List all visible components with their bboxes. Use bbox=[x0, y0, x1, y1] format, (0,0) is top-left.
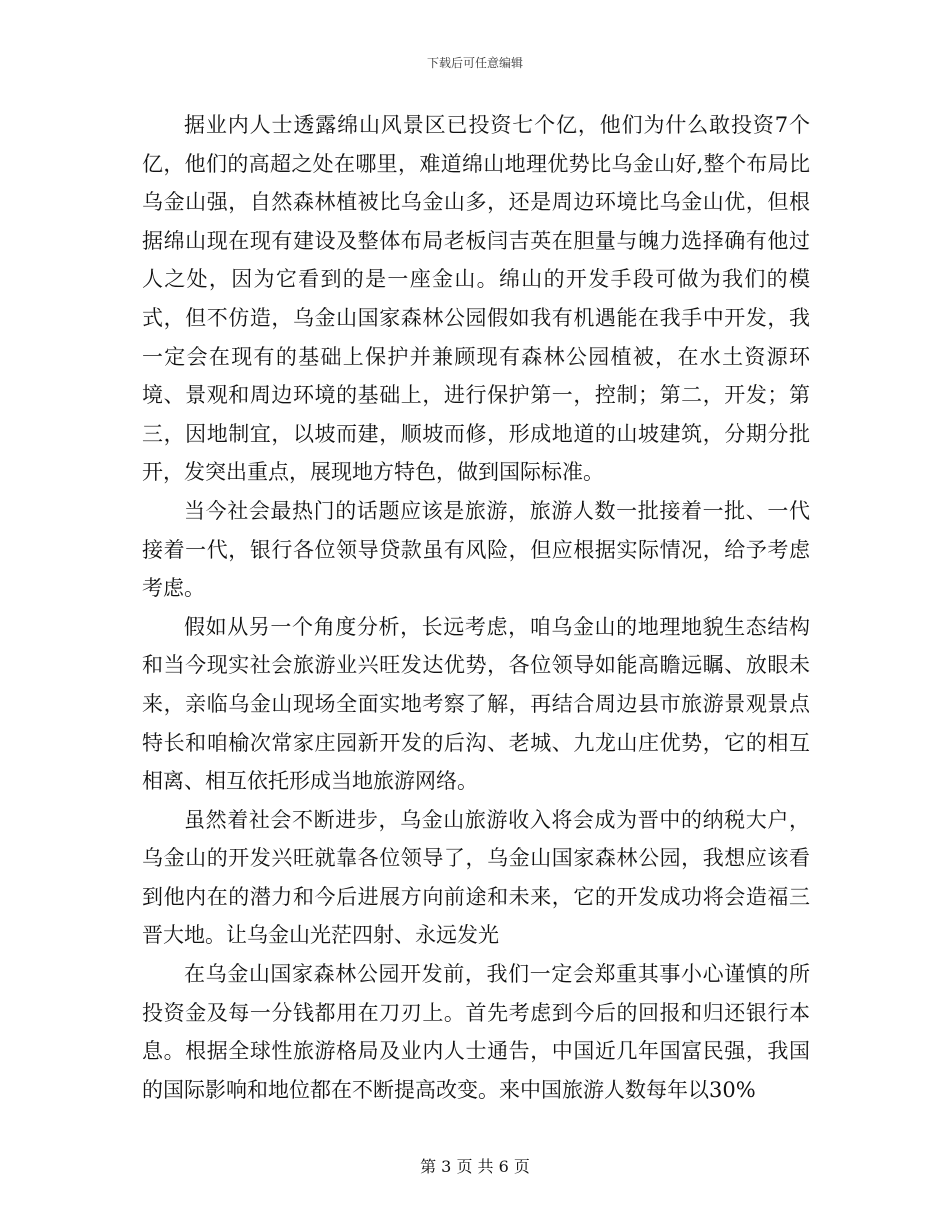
paragraph-5: 在乌金山国家森林公园开发前，我们一定会郑重其事小心谨慎的所投资金及每一分钱都用在刀刃上。首先考虑到今后的回报和归还银行本息。根据全球性旅游格局及业内人士通告，中国近几年国富民强，我国的国际影响和地位都在不断提高改变。来中国旅游人数每年以30% bbox=[142, 962, 810, 1102]
paragraph-3: 假如从另一个角度分析，长远考虑，咱乌金山的地理地貌生态结构和当今现实社会旅游业兴旺发达优势，各位领导如能高瞻远瞩、放眼未来，亲临乌金山现场全面实地考察了解，再结合周边县市旅游景观景点特长和咱榆次常家庄园新开发的后沟、老城、九龙山庄优势，它的相互相离、相互依托形成当地旅游网络。 bbox=[142, 614, 810, 794]
page-number-footer: 第 3 页 共 6 页 bbox=[420, 1157, 530, 1176]
document-body bbox=[142, 106, 810, 1109]
paragraph-2: 当今社会最热门的话题应该是旅游，旅游人数一批接着一批、一代接着一代，银行各位领导贷款虽有风险，但应根据实际情况，给予考虑考虑。 bbox=[142, 498, 810, 601]
page-header: 下载后可任意编辑 bbox=[426, 56, 523, 70]
paragraph-1: 据业内人士透露绵山风景区已投资七个亿，他们为什么敢投资7个亿，他们的高超之处在哪里，难道绵山地理优势比乌金山好,整个布局比乌金山强，自然森林植被比乌金山多，还是周边环境比乌金山优，但根据绵山现在现有建设及整体布局老板闫吉英在胆量与魄力选择确有他过人之处，因为它看到的是一座金山。绵山的开发手段可做为我们的模式，但不仿造，乌金山国家森林公园假如我有机遇能在我手中开发，我一定会在现有的基础上保护并兼顾现有森林公园植被，在水土资源环境、景观和周边环境的基础上，进行保护第一，控制；第二，开发；第三，因地制宜，以坡而建，顺坡而修，形成地道的山坡建筑，分期分批开，发突出重点，展现地方特色，做到国际标准。 bbox=[142, 113, 810, 485]
paragraph-4: 虽然着社会不断进步，乌金山旅游收入将会成为晋中的纳税大户，乌金山的开发兴旺就靠各位领导了，乌金山国家森林公园，我想应该看到他内在的潜力和今后进展方向前途和未来，它的开发成功将会造福三晋大地。让乌金山光茫四射、永远发光 bbox=[142, 807, 810, 948]
